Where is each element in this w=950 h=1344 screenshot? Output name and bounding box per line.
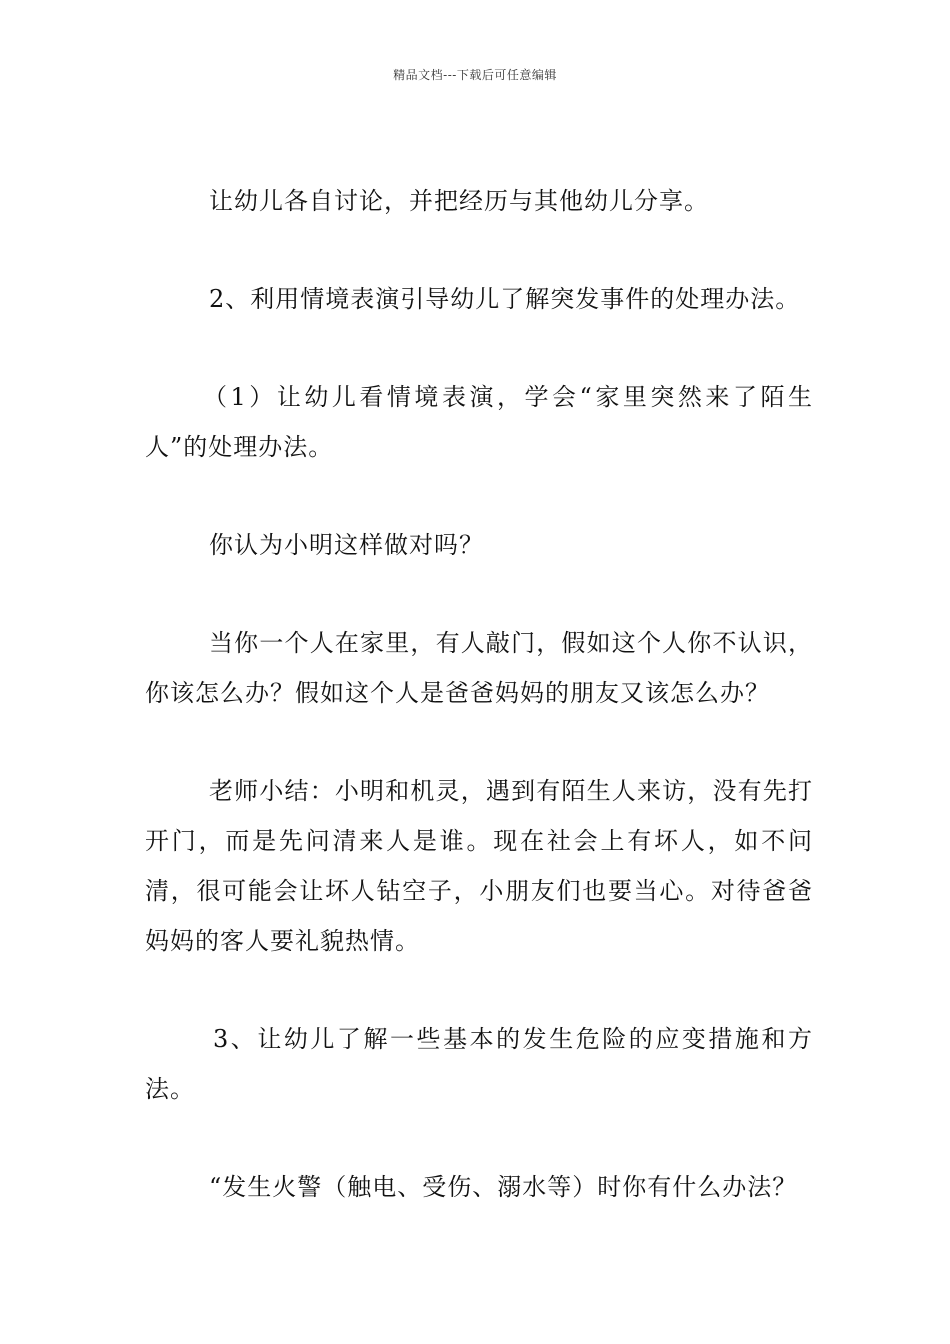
paragraph-question: 你认为小明这样做对吗？ (209, 531, 484, 559)
paragraph-step-2: 2、利用情境表演引导幼儿了解突发事件的处理办法。 (209, 285, 801, 313)
paragraph-step-2-1: （1）让幼儿看情境表演，学会“家里突然来了陌生人”的处理办法。 (145, 383, 813, 461)
paragraph-teacher-summary: 老师小结：小明和机灵，遇到有陌生人来访，没有先打开门，而是先问清来人是谁。现在社会上有坏人，如不问清，很可能会让坏人钻空子，小朋友们也要当心。对待爸爸妈妈的客人要礼貌热情。 (145, 777, 813, 955)
paragraph-emergency-question: “发生火警（触电、受伤、溺水等）时你有什么办法？ (209, 1173, 798, 1201)
document-body (145, 176, 813, 1212)
paragraph-scenario: 当你一个人在家里，有人敲门，假如这个人你不认识，你该怎么办？假如这个人是爸爸妈妈的朋友又该怎么办？ (145, 629, 813, 707)
paragraph-discussion: 让幼儿各自讨论，并把经历与其他幼儿分享。 (209, 187, 709, 215)
paragraph-step-3: 3、让幼儿了解一些基本的发生危险的应变措施和方法。 (145, 1025, 813, 1103)
page-header: 精品文档---下载后可任意编辑 (393, 68, 557, 82)
